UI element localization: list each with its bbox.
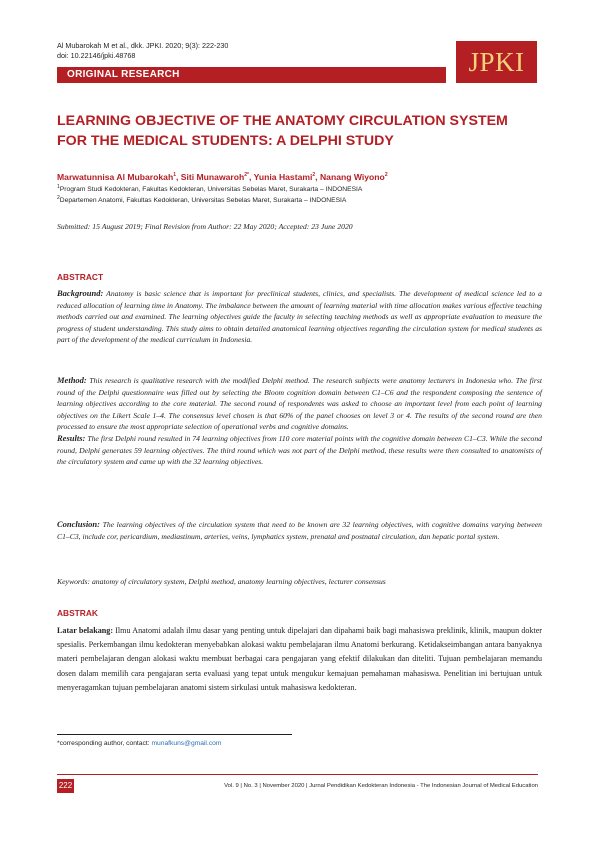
author-affiliation-mark: 2* <box>244 172 250 179</box>
footer-divider <box>57 774 538 775</box>
author-separator: , <box>315 172 320 182</box>
author-list <box>57 172 542 183</box>
title-line-2: FOR THE MEDICAL STUDENTS: A DELPHI STUDY <box>57 133 394 149</box>
affiliation-2: $^2$Departemen Anatomi, Fakultas Kedokteran, Universitas Sebelas Maret, Surakarta – INDONESIA <box>57 194 347 204</box>
footnote-label: *corresponding author, contact: <box>57 740 152 747</box>
author-name: Siti Munawaroh <box>180 172 245 182</box>
conclusion-label: Conclusion: <box>57 519 100 529</box>
abstract-background <box>57 288 542 346</box>
footnote-divider <box>57 734 292 735</box>
author-name: Nanang Wiyono <box>319 172 385 182</box>
abstract-method <box>57 375 542 433</box>
author-affiliation-mark: 2 <box>312 172 316 179</box>
article-title <box>57 111 542 151</box>
journal-logo: JPKI <box>456 41 537 83</box>
conclusion-text: The learning objectives of the circulation system that need to be known are 32 learning objectives, with cognitive domains varying between C1–C3, include cor, pericardium, mediastinum, arteries, veins, lymphatics system, prenatal and postnatal circulation, dan hepatic portal system. <box>57 520 542 541</box>
journal-footer: Vol. 9 | No. 3 | November 2020 | Jurnal Pendidikan Kedokteran Indonesia - The Indonesian Journal of Medical Education <box>224 783 538 789</box>
author-name: Marwatunnisa Al Mubarokah <box>57 172 174 182</box>
abstrak-heading: ABSTRAK <box>57 608 98 618</box>
keywords: Keywords: anatomy of circulatory system, Delphi method, anatomy learning objectives, lecturer consensus <box>57 577 386 586</box>
author-name: Yunia Hastami <box>253 172 313 182</box>
latar-label: Latar belakang: <box>57 626 114 635</box>
abstract-heading: ABSTRACT <box>57 272 104 282</box>
results-text: The first Delphi round resulted in 74 learning objectives from 110 core material points with the cognitive domain between C1–C3. While the second round, Delphi generates 59 learning objectives. The third round which was not part of the Delphi method, these results were then consulted to anatomists of the circulatory system and came up with the 32 learning objectives. <box>57 434 542 467</box>
citation-line: Al Mubarokah M et al., dkk. JPKI. 2020; 9(3): 222-230 <box>57 41 229 50</box>
author-email-link[interactable]: munafkuns@gmail.com <box>151 740 222 747</box>
corresponding-author-note <box>57 739 221 749</box>
doi-line[interactable]: doi: 10.22146/jpki.48768 <box>57 51 136 60</box>
background-label: Background: <box>57 288 104 298</box>
abstract-conclusion <box>57 519 542 542</box>
method-label: Method: <box>57 375 87 385</box>
page-number: 222 <box>57 779 74 793</box>
author-separator: , <box>249 172 254 182</box>
title-line-1: LEARNING OBJECTIVE OF THE ANATOMY CIRCULATION SYSTEM <box>57 113 508 129</box>
section-banner: ORIGINAL RESEARCH <box>57 67 446 83</box>
submission-dates: Submitted: 15 August 2019; Final Revision from Author: 22 May 2020; Accepted: 23 June 2020 <box>57 222 353 231</box>
latar-text: Ilmu Anatomi adalah ilmu dasar yang penting untuk dipelajari dan dipahami baik bagi mahasiswa preklinik, klinik, maupun dokter spesialis. Perkembangan ilmu kedokteran menyebabkan alokasi waktu pembelajaran ilmu Anatomi berkurang. Ketidakseimbangan antara banyaknya materi pembelajaran dengan alokasi waktu membuat berbagai cara pengajaran yang efektif dilakukan dan diteliti. Tujuan pembelajaran memandu dosen dalam memilih cara pengajaran serta evaluasi yang tepat untuk mengukur kemajuan pemahaman mahasiswa. Penelitian ini bertujuan untuk menyeragamkan tujuan pembelajaran anatomi sistem sirkulasi untuk mahasiswa kedokteran. <box>57 626 542 692</box>
affiliation-list <box>57 184 542 206</box>
author-separator: , <box>175 172 181 182</box>
method-text: This research is qualitative research with the modified Delphi method. The research subjects were anatomy lecturers in Indonesia who. The first round of the Delphi questionnaire was filled out by selecting the Bloom cognition domain between C1–C6 and the respondent composing the sentence of learning objectives according to the core material. The second round of respondents was asked to choose an important level from each point of learning objectives on the Likert Scale 1–4. The consensus level chosen is that 60% of the panel chooses on level 3 or 4. The results of the second round are then processed to ensure the most appropriate selection of operational verbs and cognitive domains. <box>57 376 542 432</box>
article-meta <box>57 41 228 61</box>
abstrak-latar-belakang <box>57 624 542 695</box>
affiliation-1: $^1$Program Studi Kedokteran, Fakultas Kedokteran, Universitas Sebelas Maret, Surakarta – INDONESIA <box>57 183 363 193</box>
background-text: Anatomy is basic science that is important for preclinical students, clinics, and specialists. The development of medical science led to a reduced allocation of learning time in Anatomy. The imbalance between the amount of learning material with time allocation makes various effective teaching methods carried out and examined. The learning objectives guide the faculty in selecting teaching methods as well as appropriate evaluation to measure the progress of student understanding. This study aims to obtain detailed anatomical learning objectives regarding the circulation system for medical students as part of the development of the medical curriculum in Indonesia. <box>57 289 542 345</box>
author-affiliation-mark: 2 <box>384 172 388 179</box>
author-affiliation-mark: 1 <box>173 172 176 179</box>
abstract-results <box>57 433 542 468</box>
results-label: Results: <box>57 433 86 443</box>
